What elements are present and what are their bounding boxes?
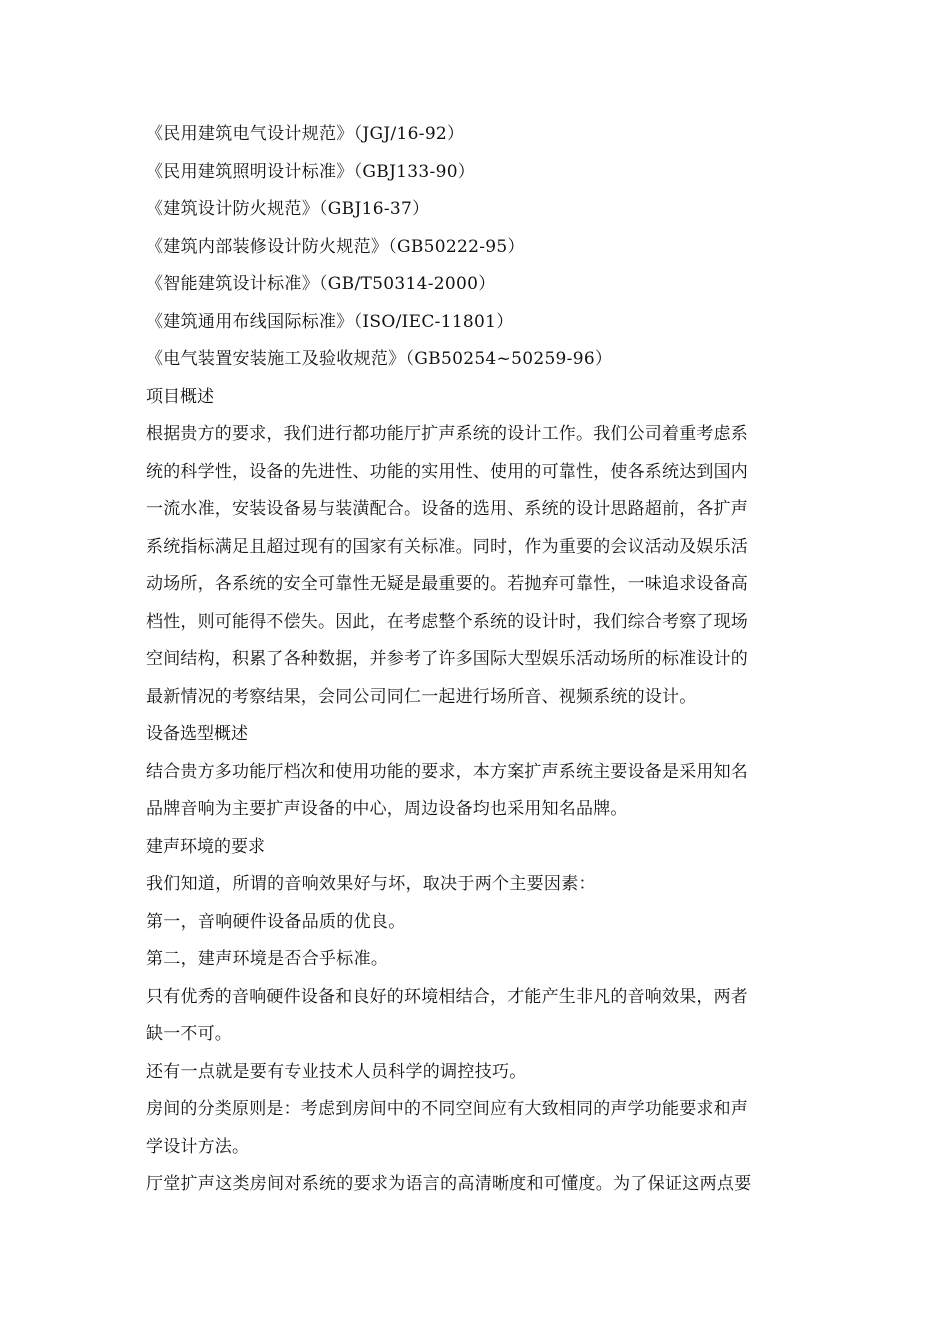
paragraph-line: 只有优秀的音响硬件设备和良好的环境相结合，才能产生非凡的音响效果，两者 (146, 986, 748, 1007)
paragraph-line: 动场所，各系统的安全可靠性无疑是最重要的。若抛弃可靠性，一味追求设备高 (146, 574, 748, 594)
equipment-paragraph (146, 754, 814, 829)
acoustics-paragraph (146, 979, 814, 1054)
acoustics-paragraph: 还有一点就是要有专业技术人员科学的调控技巧。 (146, 1061, 527, 1082)
paragraph-line: 最新情况的考察结果，会同公司同仁一起进行场所音、视频系统的设计。 (146, 686, 697, 707)
document-body (146, 116, 814, 1204)
paragraph-line: 结合贵方多功能厅档次和使用功能的要求，本方案扩声系统主要设备是采用知名 (146, 761, 748, 782)
standard-item: 《建筑通用布线国际标准》（ISO/IEC-11801） (146, 311, 514, 332)
acoustics-paragraph: 第一，音响硬件设备品质的优良。 (146, 911, 406, 932)
paragraph-line: 统的科学性，设备的先进性、功能的实用性、使用的可靠性，使各系统达到国内 (146, 461, 748, 482)
paragraph-line: 一流水准，安装设备易与装潢配合。设备的选用、系统的设计思路超前，各扩声 (146, 499, 748, 519)
acoustics-paragraph: 我们知道，所谓的音响效果好与坏，取决于两个主要因素： (146, 874, 596, 894)
acoustics-paragraph: 第二，建声环境是否合乎标准。 (146, 949, 389, 969)
standard-item: 《建筑设计防火规范》（GBJ16-37） (146, 199, 430, 219)
paragraph-line: 档性，则可能得不偿失。因此，在考虑整个系统的设计时，我们综合考察了现场 (146, 611, 748, 632)
paragraph-line: 缺一不可。 (146, 1024, 232, 1044)
standard-item: 《电气装置安装施工及验收规范》（GB50254~50259-96） (146, 349, 613, 369)
paragraph-line: 学设计方法。 (146, 1136, 250, 1157)
paragraph-line: 房间的分类原则是：考虑到房间中的不同空间应有大致相同的声学功能要求和声 (146, 1099, 748, 1119)
paragraph-line: 品牌音响为主要扩声设备的中心，周边设备均也采用知名品牌。 (146, 799, 628, 819)
standard-item: 《民用建筑电气设计规范》（JGJ/16-92） (146, 124, 465, 144)
overview-paragraph (146, 416, 814, 716)
standard-item: 《智能建筑设计标准》（GB/T50314-2000） (146, 274, 496, 294)
standard-item: 《民用建筑照明设计标准》（GBJ133-90） (146, 161, 476, 182)
paragraph-line: 根据贵方的要求，我们进行都功能厅扩声系统的设计工作。我们公司着重考虑系 (146, 424, 748, 444)
section-heading-equipment: 设备选型概述 (146, 724, 248, 744)
paragraph-line: 空间结构，积累了各种数据，并参考了许多国际大型娱乐活动场所的标准设计的 (146, 649, 748, 669)
section-heading-overview: 项目概述 (146, 386, 214, 407)
paragraph-line: 系统指标满足且超过现有的国家有关标准。同时，作为重要的会议活动及娱乐活 (146, 536, 748, 557)
acoustics-paragraph (146, 1091, 814, 1166)
acoustics-paragraph: 厅堂扩声这类房间对系统的要求为语言的高清晰度和可懂度。为了保证这两点要 (146, 1174, 752, 1194)
section-heading-acoustics: 建声环境的要求 (146, 836, 265, 857)
standard-item: 《建筑内部装修设计防火规范》（GB50222-95） (146, 236, 525, 257)
